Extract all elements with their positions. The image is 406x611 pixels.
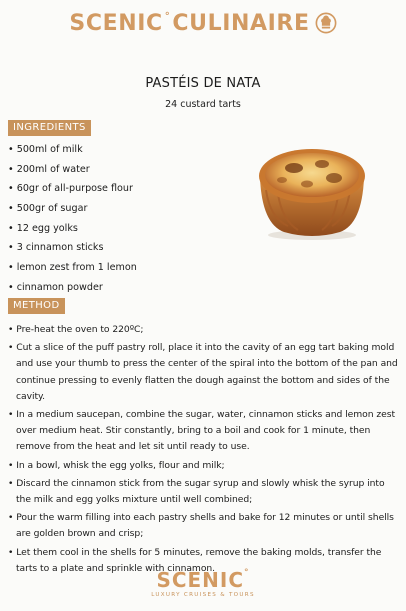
method-step: • Pre-heat the oven to 220ºC;: [8, 322, 400, 338]
method-step: • Let them cool in the shells for 5 minutes, remove the baking molds, transfer the tarts to a plate and sprinkle with cinnamon.: [8, 545, 400, 577]
ingredient-item: • 200ml of water: [8, 160, 228, 180]
brand-left-word: SCENIC: [69, 10, 163, 36]
method-steps: [8, 322, 400, 579]
custard-tart-photo: [252, 138, 370, 242]
ingredients-list: [8, 140, 228, 298]
chef-hat-icon: [315, 12, 337, 34]
method-step: • Cut a slice of the puff pastry roll, place it into the cavity of an egg tart baking mold and use your thumb to press the center of the spiral into the bottom of the pan and continue pressing to evenly flatten the dough against the bottom and sides of the cavity.: [8, 340, 400, 405]
method-step: • In a medium saucepan, combine the sugar, water, cinnamon sticks and lemon zest over medium heat. Stir constantly, bring to a boil and cook for 1 minute, then remove from the heat and let sit until ready to use.: [8, 407, 400, 456]
header-brand: [0, 6, 406, 40]
footer-brand-text: [0, 568, 406, 592]
ingredient-item: • 500ml of milk: [8, 140, 228, 160]
footer-degree-mark: °: [244, 568, 250, 578]
footer-logo: [0, 568, 406, 598]
method-step: • In a bowl, whisk the egg yolks, flour and milk;: [8, 458, 400, 474]
brand-degree-mark: °: [164, 10, 171, 22]
brand-right-word: CULINAIRE: [172, 10, 310, 36]
brand-logo-text: [69, 11, 309, 36]
ingredient-item: • lemon zest from 1 lemon: [8, 258, 228, 278]
footer-tagline: LUXURY CRUISES & TOURS: [151, 592, 255, 598]
ingredient-item: • cinnamon powder: [8, 278, 228, 298]
recipe-title: PASTÉIS DE NATA: [145, 76, 261, 91]
footer-brand-word: SCENIC: [156, 568, 245, 592]
ingredients-heading: INGREDIENTS: [8, 120, 91, 136]
ingredient-item: • 12 egg yolks: [8, 219, 228, 239]
method-heading: METHOD: [8, 298, 65, 314]
method-step: • Pour the warm filling into each pastry shells and bake for 12 minutes or until shells are golden brown and crisp;: [8, 510, 400, 542]
method-step: • Discard the cinnamon stick from the sugar syrup and slowly whisk the syrup into the milk and egg yolks mixture until well combined;: [8, 476, 400, 508]
ingredient-item: • 3 cinnamon sticks: [8, 238, 228, 258]
ingredient-item: • 500gr of sugar: [8, 199, 228, 219]
recipe-yield: 24 custard tarts: [165, 99, 241, 110]
ingredient-item: • 60gr of all-purpose flour: [8, 179, 228, 199]
